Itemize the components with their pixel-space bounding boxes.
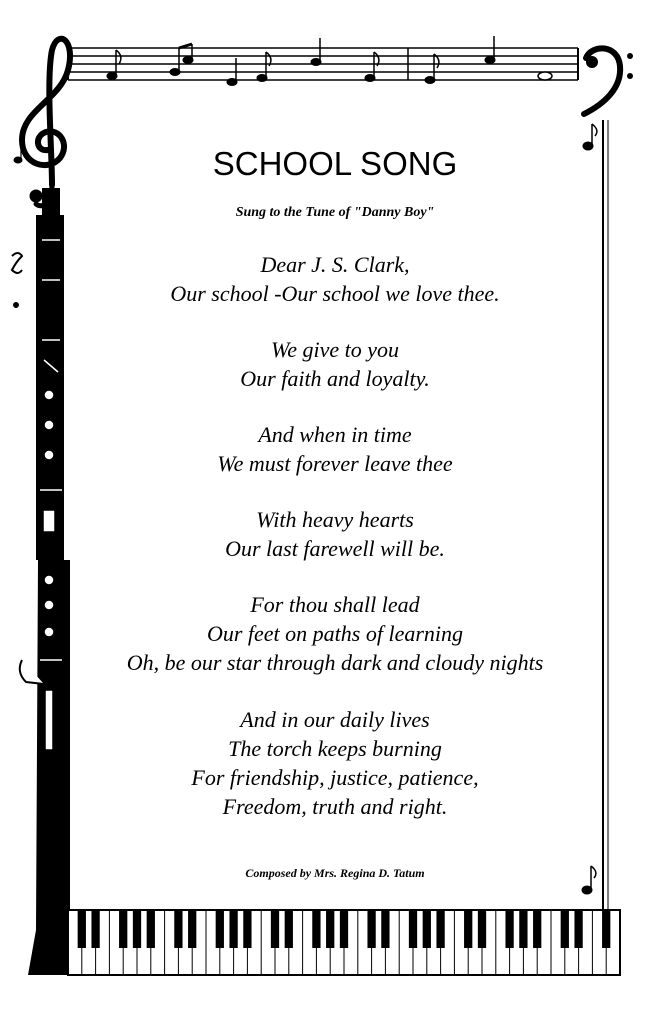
treble-clef-icon bbox=[22, 39, 70, 206]
lyric-line: With heavy hearts bbox=[256, 507, 414, 532]
lyric-line: Our school -Our school we love thee. bbox=[170, 281, 500, 306]
lyric-line: And in our daily lives bbox=[240, 707, 430, 732]
song-title: SCHOOL SONG bbox=[212, 145, 458, 182]
stanza-4 bbox=[70, 505, 600, 563]
stanza-3 bbox=[70, 420, 600, 478]
stanza-2 bbox=[70, 335, 600, 393]
lyric-line: Our faith and loyalty. bbox=[240, 366, 430, 391]
lyric-line: And when in time bbox=[258, 422, 412, 447]
piano-keyboard-icon bbox=[68, 910, 620, 975]
lyric-line: Our feet on paths of learning bbox=[206, 621, 464, 646]
lyric-line: Dear J. S. Clark, bbox=[260, 252, 410, 277]
music-staff-icon bbox=[68, 36, 578, 86]
lyric-line: Our last farewell will be. bbox=[225, 536, 445, 561]
song-subtitle: Sung to the Tune of "Danny Boy" bbox=[235, 205, 435, 220]
lyric-line: Freedom, truth and right. bbox=[222, 794, 448, 819]
lyric-line: We must forever leave thee bbox=[217, 451, 453, 476]
lyric-line: For friendship, justice, patience, bbox=[191, 765, 479, 790]
lyric-line: Oh, be our star through dark and cloudy nights bbox=[126, 650, 544, 675]
stanza-6 bbox=[70, 705, 600, 821]
bass-clef-icon bbox=[584, 48, 633, 114]
lyric-line: For thou shall lead bbox=[250, 592, 420, 617]
right-border bbox=[603, 120, 608, 915]
stanza-1 bbox=[70, 250, 600, 308]
lyric-line: The torch keeps burning bbox=[228, 736, 442, 761]
lyric-line: We give to you bbox=[270, 337, 400, 362]
stanza-5 bbox=[70, 590, 600, 677]
composer-credit: Composed by Mrs. Regina D. Tatum bbox=[245, 866, 425, 880]
